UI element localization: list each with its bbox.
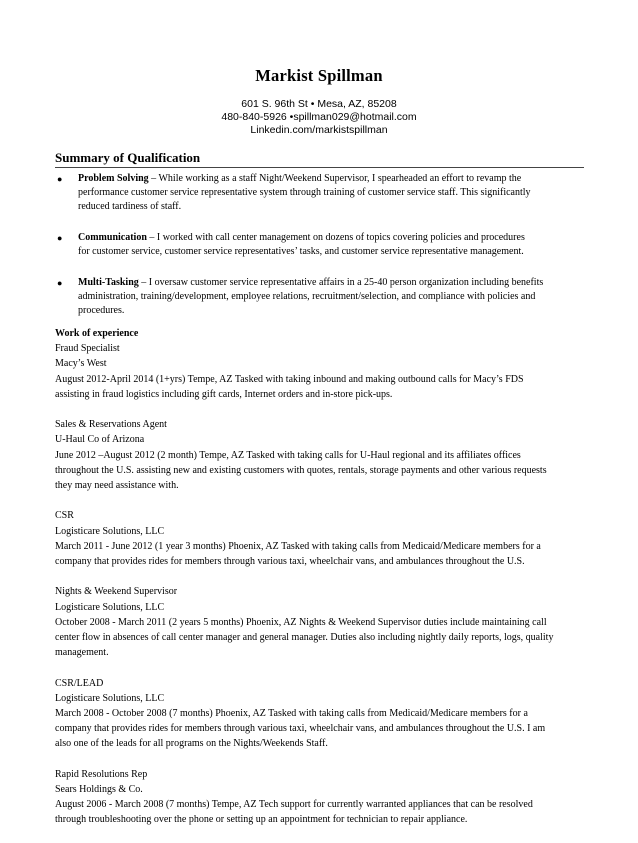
bullet-icon: ●	[57, 233, 63, 243]
qualification-label: Communication	[78, 232, 147, 243]
qualification-label: Multi-Tasking	[78, 277, 139, 288]
job-description-line: March 2011 - June 2012 (1 year 3 months) Phoenix, AZ Tasked with taking calls from Medicaid/Medicare members for a	[55, 540, 541, 552]
qualification-line: performance customer service representative system through training of customer service staff. This significantly	[78, 187, 531, 198]
job-entry	[55, 767, 590, 828]
job-entry	[55, 508, 590, 569]
job-description-line: August 2012-April 2014 (1+yrs) Tempe, AZ Tasked with taking inbound and making outbound calls for Macy’s FDS	[55, 373, 524, 385]
work-heading: Work of experience	[55, 328, 139, 339]
bullet-icon: ●	[57, 174, 63, 184]
employer: Macy’s West	[55, 358, 107, 370]
linkedin-url: Linkedin.com/markistspillman	[250, 124, 388, 136]
employer: Sears Holdings & Co.	[55, 784, 143, 796]
employer: Logisticare Solutions, LLC	[55, 525, 165, 537]
qualification-line: administration, training/development, employee relations, recruitment/selection, and compliance with policies and	[78, 291, 536, 302]
job-description-line: August 2006 - March 2008 (7 months) Tempe, AZ Tech support for currently warranted appliances that can be resolved	[55, 799, 533, 811]
qualification-line: reduced tardiness of staff.	[78, 201, 182, 212]
job-entry	[55, 341, 590, 402]
job-description-line: March 2008 - October 2008 (7 months) Phoenix, AZ Tasked with taking calls from Medicaid/Medicare members for a	[55, 708, 528, 720]
employer: U-Haul Co of Arizona	[55, 434, 145, 446]
qualification-item	[55, 172, 584, 214]
job-description-line: throughout the U.S. assisting new and existing customers with quotes, rentals, storage payments and other various requests	[55, 464, 547, 476]
summary-heading: Summary of Qualification	[55, 150, 201, 165]
job-description-line: June 2012 –August 2012 (2 month) Tempe, AZ Tasked with taking calls for U-Haul regional and its affiliates offices	[55, 449, 521, 461]
job-title: Sales & Reservations Agent	[55, 419, 167, 431]
job-title: CSR	[55, 510, 74, 522]
job-description-line: company that provides rides for members through various taxi, wheelchair vans, and ambulances throughout the U.S.	[55, 556, 525, 568]
phone-email: 480-840-5926 •spillman029@hotmail.com	[221, 111, 417, 123]
bullet-icon: ●	[57, 278, 63, 288]
employer: Logisticare Solutions, LLC	[55, 692, 165, 704]
qualification-text: – I oversaw customer service representative affairs in a 25-40 person organization including benefits	[138, 277, 544, 288]
job-description-line: also one of the leads for all programs on the Nights/Weekends Staff.	[55, 738, 328, 750]
qualification-text: – While working as a staff Night/Weekend Supervisor, I spearheaded an effort to revamp the	[148, 173, 522, 184]
job-description-line: management.	[55, 647, 109, 659]
job-title: Rapid Resolutions Rep	[55, 768, 148, 780]
qualification-label: Problem Solving	[78, 173, 149, 184]
candidate-name: Markist Spillman	[255, 66, 383, 85]
job-description-line: they may need assistance with.	[55, 480, 179, 492]
qualification-list	[55, 172, 584, 335]
job-description-line: through troubleshooting over the phone or setting up an appointment for technician to repair appliance.	[55, 814, 468, 826]
job-description-line: company that provides rides for members through various taxi, wheelchair vans, and ambulances throughout the U.S. I am	[55, 723, 546, 735]
qualification-item	[55, 231, 584, 259]
qualification-line	[78, 172, 584, 186]
job-title: Nights & Weekend Supervisor	[55, 586, 178, 598]
address: 601 S. 96th St • Mesa, AZ, 85208	[241, 98, 397, 110]
qualification-line: for customer service, customer service representatives’ tasks, and customer service representative management.	[78, 246, 524, 257]
employer: Logisticare Solutions, LLC	[55, 601, 165, 613]
job-entry	[55, 584, 590, 660]
qualification-item	[55, 276, 584, 318]
section-divider	[55, 167, 584, 168]
job-title: Fraud Specialist	[55, 343, 120, 355]
qualification-line	[78, 276, 584, 290]
qualification-line	[78, 231, 584, 245]
work-experience-section	[55, 326, 590, 843]
job-entry	[55, 417, 590, 493]
job-description-line: assisting in fraud logistics including gift cards, Internet orders and in-store pick-ups.	[55, 388, 393, 400]
job-description-line: October 2008 - March 2011 (2 years 5 months) Phoenix, AZ Nights & Weekend Supervisor duties include maintaining call	[55, 616, 547, 628]
qualification-line: procedures.	[78, 305, 125, 316]
job-description-line: center flow in absences of call center manager and general manager. Duties also including nightly daily reports, logs, quality	[55, 632, 554, 644]
job-entry	[55, 676, 590, 752]
qualification-text: – I worked with call center management on dozens of topics covering policies and procedures	[146, 232, 525, 243]
job-title: CSR/LEAD	[55, 677, 104, 689]
